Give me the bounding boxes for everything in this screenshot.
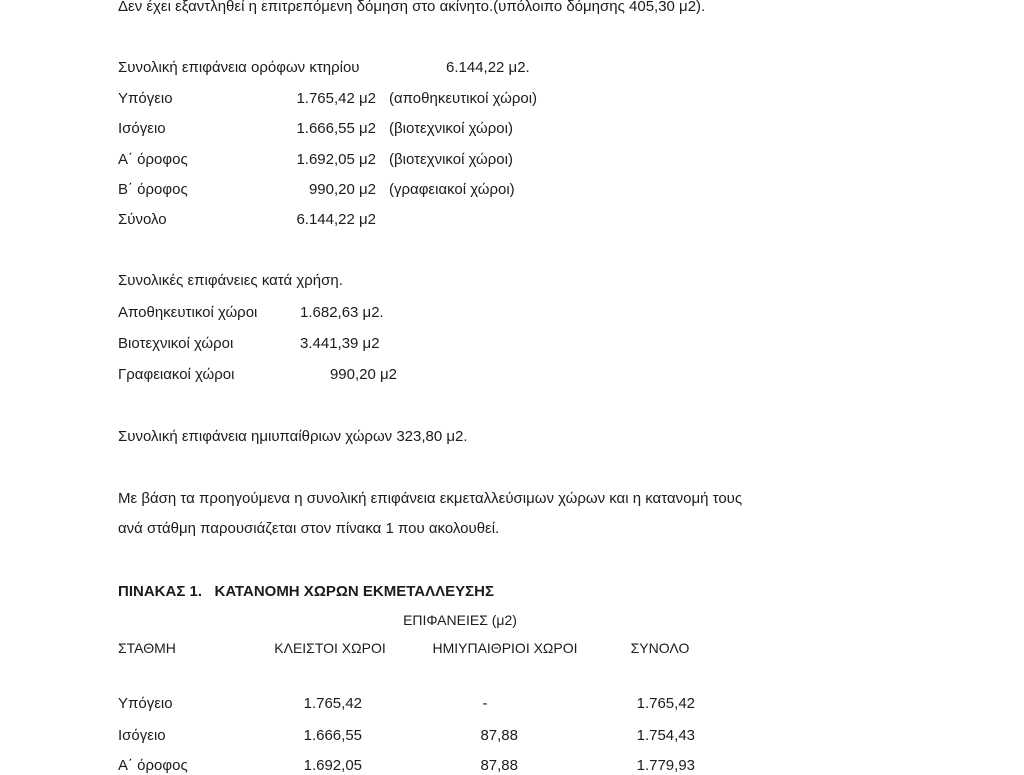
intro-line: Δεν έχει εξαντληθεί η επιτρεπόμενη δόμηση στο ακίνητο.(υπόλοιπο δόμησης 405,30 μ2). bbox=[118, 0, 706, 15]
paragraph-line: ανά στάθμη παρουσιάζεται στον πίνακα 1 που ακολουθεί. bbox=[118, 520, 500, 537]
floor-area: 1.666,55 μ2 bbox=[296, 120, 376, 137]
floor-area: 990,20 μ2 bbox=[308, 181, 376, 198]
floor-area: 1.765,42 μ2 bbox=[296, 90, 376, 107]
table-group-header: ΕΠΙΦΑΝΕΙΕΣ (μ2) bbox=[403, 612, 517, 628]
floor-name: Β΄ όροφος bbox=[118, 181, 188, 198]
floor-use: (βιοτεχνικοί χώροι) bbox=[389, 151, 513, 168]
floor-area: 6.144,22 μ2 bbox=[296, 211, 376, 228]
table-cell-total: 1.779,93 bbox=[636, 757, 695, 774]
total-floors-value: 6.144,22 μ2. bbox=[446, 59, 530, 76]
floor-name: Σύνολο bbox=[118, 211, 167, 228]
table-cell-level: Ισόγειο bbox=[118, 727, 166, 744]
column-header-closed: ΚΛΕΙΣΤΟΙ ΧΩΡΟΙ bbox=[274, 640, 386, 656]
table-cell-closed: 1.666,55 bbox=[303, 727, 362, 744]
table-cell-level: Α΄ όροφος bbox=[118, 757, 188, 774]
column-header-level: ΣΤΑΘΜΗ bbox=[118, 640, 176, 656]
table-cell-total: 1.754,43 bbox=[636, 727, 695, 744]
column-header-semi: ΗΜΙΥΠΑΙΘΡΙΟΙ ΧΩΡΟΙ bbox=[432, 640, 578, 656]
total-floors-label: Συνολική επιφάνεια ορόφων κτηρίου bbox=[118, 59, 360, 76]
usage-area: 990,20 μ2 bbox=[329, 366, 397, 383]
table-cell-level: Υπόγειο bbox=[118, 695, 173, 712]
floor-name: Υπόγειο bbox=[118, 90, 173, 107]
table-cell-semi: 87,88 bbox=[480, 757, 518, 774]
floor-name: Α΄ όροφος bbox=[118, 151, 188, 168]
usage-name: Γραφειακοί χώροι bbox=[118, 366, 235, 383]
paragraph-line: Με βάση τα προηγούμενα η συνολική επιφάνεια εκμεταλλεύσιμων χώρων και η κατανομή τους bbox=[118, 490, 743, 507]
usage-title: Συνολικές επιφάνειες κατά χρήση. bbox=[118, 272, 343, 289]
usage-name: Βιοτεχνικοί χώροι bbox=[118, 335, 234, 352]
floor-use: (γραφειακοί χώροι) bbox=[389, 181, 515, 198]
table-cell-semi: 87,88 bbox=[480, 727, 518, 744]
usage-name: Αποθηκευτικοί χώροι bbox=[118, 304, 258, 321]
table-cell-semi: - bbox=[482, 695, 488, 712]
semi-open-line: Συνολική επιφάνεια ημιυπαίθριων χώρων 323,80 μ2. bbox=[118, 428, 468, 445]
column-header-total: ΣΥΝΟΛΟ bbox=[630, 640, 690, 656]
table-cell-closed: 1.765,42 bbox=[303, 695, 362, 712]
usage-area: 1.682,63 μ2. bbox=[300, 304, 384, 321]
floor-area: 1.692,05 μ2 bbox=[296, 151, 376, 168]
floor-use: (αποθηκευτικοί χώροι) bbox=[389, 90, 538, 107]
table-cell-total: 1.765,42 bbox=[636, 695, 695, 712]
table-title: ΠΙΝΑΚΑΣ 1. ΚΑΤΑΝΟΜΗ ΧΩΡΩΝ ΕΚΜΕΤΑΛΛΕΥΣΗΣ bbox=[118, 583, 494, 600]
floor-use: (βιοτεχνικοί χώροι) bbox=[389, 120, 513, 137]
usage-area: 3.441,39 μ2 bbox=[300, 335, 380, 352]
table-cell-closed: 1.692,05 bbox=[303, 757, 362, 774]
floor-name: Ισόγειο bbox=[118, 120, 166, 137]
